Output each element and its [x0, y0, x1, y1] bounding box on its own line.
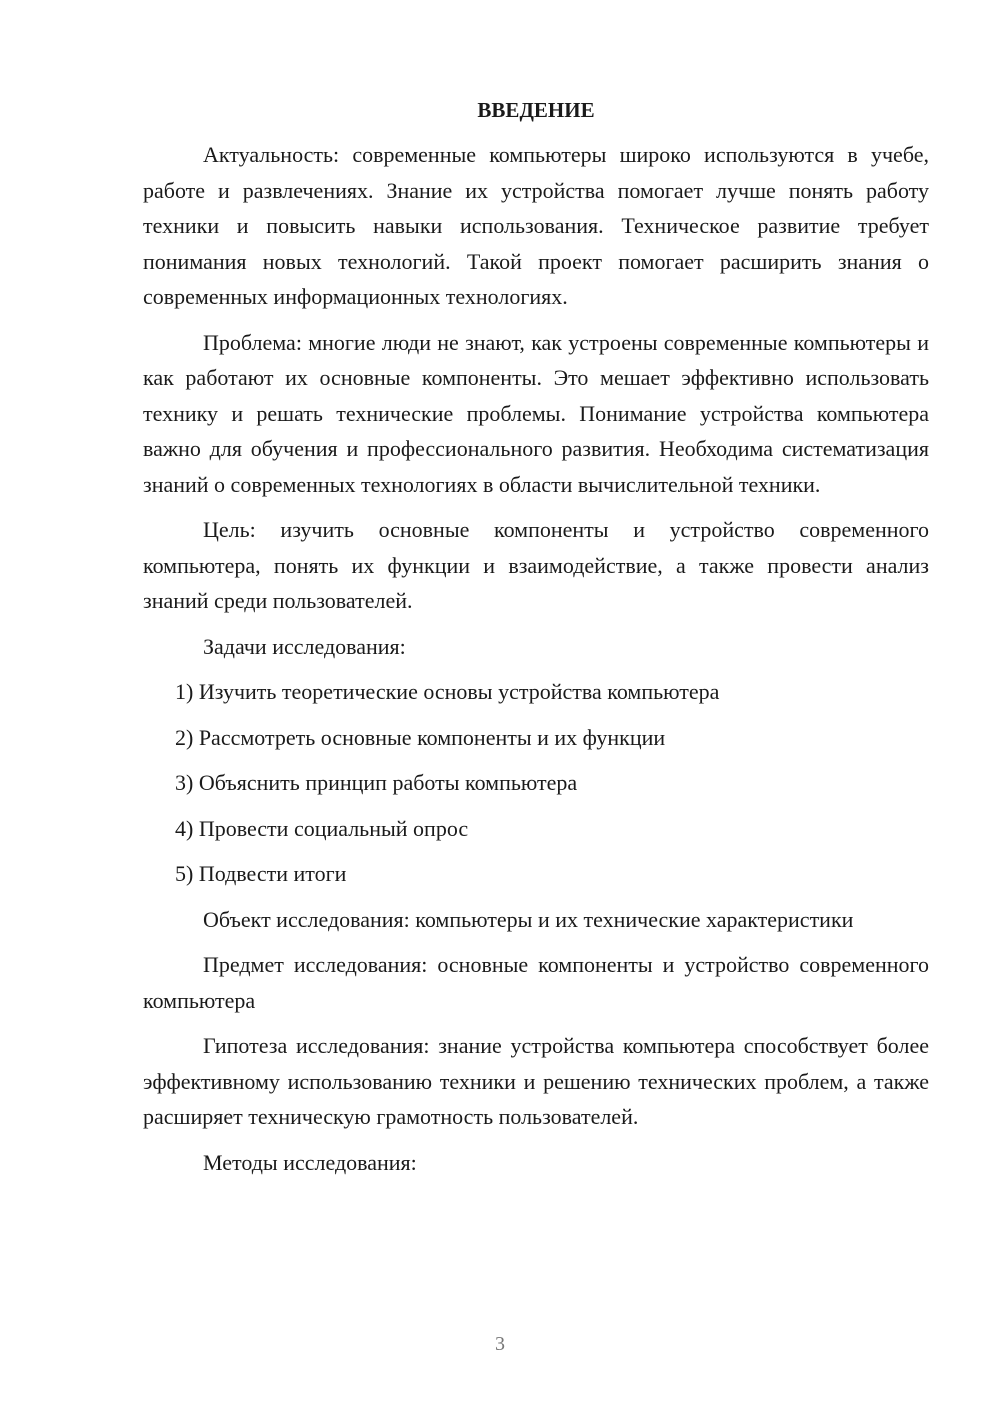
document-page	[143, 92, 929, 1190]
list-item: 1) Изучить теоретические основы устройства компьютера	[175, 679, 720, 704]
paragraph-problem: Проблема: многие люди не знают, как устроены современные компьютеры и как работают их основные компоненты. Это мешает эффективно использовать технику и решать технические проблемы. Понимание устройства компьютера важно для обучения и профессионального развития. Необходима систематизация знаний о современных технологиях в области вычислительной техники.	[143, 329, 929, 497]
page-number: 3	[495, 1333, 505, 1355]
tasks-heading: Задачи исследования:	[203, 633, 406, 659]
section-title: ВВЕДЕНИЕ	[477, 98, 595, 122]
list-item: 5) Подвести итоги	[175, 861, 347, 886]
list-item: 2) Рассмотреть основные компоненты и их функции	[175, 724, 666, 750]
paragraph-object: Объект исследования: компьютеры и их технические характеристики	[203, 906, 854, 932]
tasks-list	[143, 674, 929, 892]
paragraph-relevance: Актуальность: современные компьютеры широко используются в учебе, работе и развлечениях. Знание их устройства помогает лучше понять работу техники и повысить навыки использования. Техническое развитие требует понимания новых технологий. Такой проект помогает расширить знания о современных информационных технологиях.	[143, 142, 929, 309]
methods-heading: Методы исследования:	[203, 1149, 417, 1175]
paragraph-hypothesis: Гипотеза исследования: знание устройства компьютера способствует более эффективному использованию техники и решению технических проблем, а также расширяет техническую грамотность пользователей.	[143, 1033, 929, 1129]
list-item: 4) Провести социальный опрос	[175, 815, 469, 841]
paragraph-subject: Предмет исследования: основные компоненты и устройство современного компьютера	[143, 952, 929, 1013]
paragraph-goal: Цель: изучить основные компоненты и устройство современного компьютера, понять их функции и взаимодействие, а также провести анализ знаний среди пользователей.	[143, 517, 929, 613]
list-item: 3) Объяснить принцип работы компьютера	[175, 770, 578, 795]
